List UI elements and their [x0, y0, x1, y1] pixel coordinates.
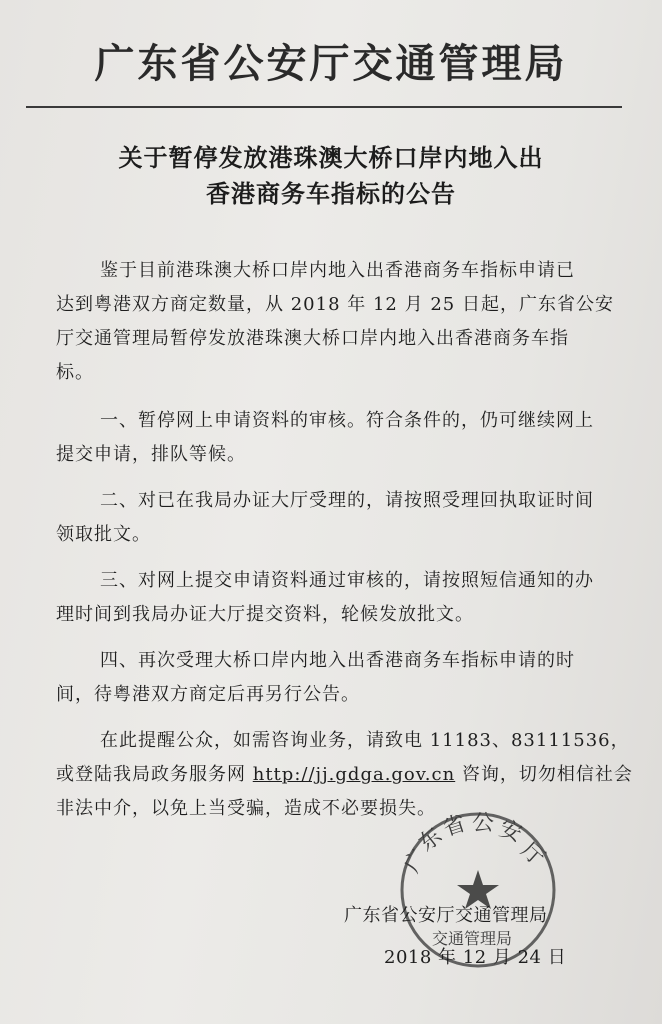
service-website-link[interactable]: http://jj.gdga.gov.cn	[252, 764, 456, 785]
svg-text:广: 广	[399, 845, 433, 878]
body-line-3: 厅交通管理局暂停发放港珠澳大桥口岸内地入出香港商务车指	[56, 328, 569, 349]
header-divider	[26, 106, 622, 108]
svg-text:厅: 厅	[515, 837, 550, 872]
item-4-line-2: 间，待粤港双方商定后再另行公告。	[56, 684, 360, 705]
item-3-line-2: 理时间到我局办证大厅提交资料，轮候发放批文。	[56, 604, 474, 625]
reminder-line-2	[56, 760, 633, 790]
signature-org: 广东省公安厅交通管理局	[344, 905, 548, 926]
reminder-line-1: 在此提醒公众，如需咨询业务，请致电 11183、83111536，	[100, 730, 630, 751]
svg-text:交通管理局: 交通管理局	[432, 929, 513, 948]
issuer-header: 广东省公安厅交通管理局	[94, 41, 568, 87]
svg-text:安: 安	[495, 816, 526, 848]
svg-text:东: 东	[414, 823, 448, 857]
item-2-line-1: 二、对已在我局办证大厅受理的，请按照受理回执取证时间	[100, 490, 594, 511]
notice-title-line-1: 关于暂停发放港珠澳大桥口岸内地入出	[118, 144, 544, 172]
svg-text:省: 省	[440, 811, 469, 842]
item-1-line-2: 提交申请，排队等候。	[56, 444, 246, 465]
item-4-line-1: 四、再次受理大桥口岸内地入出香港商务车指标申请的时	[100, 650, 575, 671]
item-3-line-1: 三、对网上提交申请资料通过审核的，请按照短信通知的办	[100, 570, 594, 591]
body-line-2: 达到粤港双方商定数量，从 2018 年 12 月 25 日起，广东省公安	[56, 294, 614, 315]
svg-text:公: 公	[472, 811, 495, 836]
item-2-line-2: 领取批文。	[56, 524, 151, 545]
body-line-4: 标。	[56, 362, 94, 383]
consult-prefix: 或登陆我局政务服务网	[56, 764, 253, 785]
item-1-line-1: 一、暂停网上申请资料的审核。符合条件的，仍可继续网上	[100, 410, 594, 431]
notice-title-line-2: 香港商务车指标的公告	[206, 180, 456, 208]
reminder-line-3: 非法中介，以免上当受骗，造成不必要损失。	[56, 798, 436, 819]
signature-date: 2018 年 12 月 24 日	[384, 947, 567, 968]
consult-suffix: 咨询，切勿相信社会	[455, 764, 633, 785]
body-line-1: 鉴于目前港珠澳大桥口岸内地入出香港商务车指标申请已	[100, 260, 575, 281]
